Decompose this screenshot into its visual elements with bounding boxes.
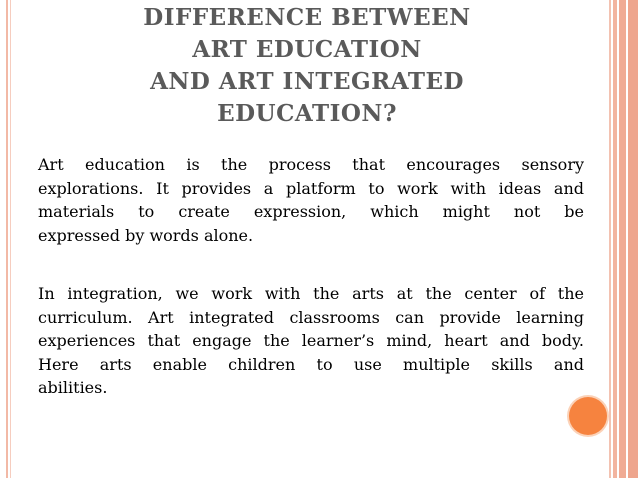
title-line: EDUCATION? xyxy=(217,100,397,127)
text-line: curriculum. Art integrated classrooms can provide learning xyxy=(38,307,584,327)
title-line: ART EDUCATION xyxy=(192,36,422,63)
text-line: explorations. It provides a platform to work with ideas and xyxy=(38,178,584,198)
text-line: Art education is the process that encourages sensory xyxy=(38,155,584,174)
left-border-stripe xyxy=(6,0,8,478)
right-border-stripe-2 xyxy=(613,0,617,478)
orange-circle-decoration xyxy=(569,397,607,435)
text-line: materials to create expression, which might not be xyxy=(38,202,584,221)
right-border-stripe-1 xyxy=(609,0,611,478)
text-line: In integration, we work with the arts at the center of the xyxy=(38,284,584,303)
text-line: expressed by words alone. xyxy=(38,225,254,245)
title-line: AND ART INTEGRATED xyxy=(150,68,464,95)
text-line: abilities. xyxy=(38,378,108,397)
left-border-stripe-thin xyxy=(10,0,11,478)
right-border-stripe-3 xyxy=(619,0,626,478)
paragraph-art-integration xyxy=(38,282,584,400)
slide-title xyxy=(70,2,544,130)
title-line: DIFFERENCE BETWEEN xyxy=(143,4,471,31)
text-line: experiences that engage the learner’s mind, heart and body. xyxy=(38,331,584,350)
right-border-stripe-4 xyxy=(628,0,638,478)
paragraph-art-education xyxy=(38,153,584,247)
text-line: Here arts enable children to use multiple skills and xyxy=(38,354,584,374)
